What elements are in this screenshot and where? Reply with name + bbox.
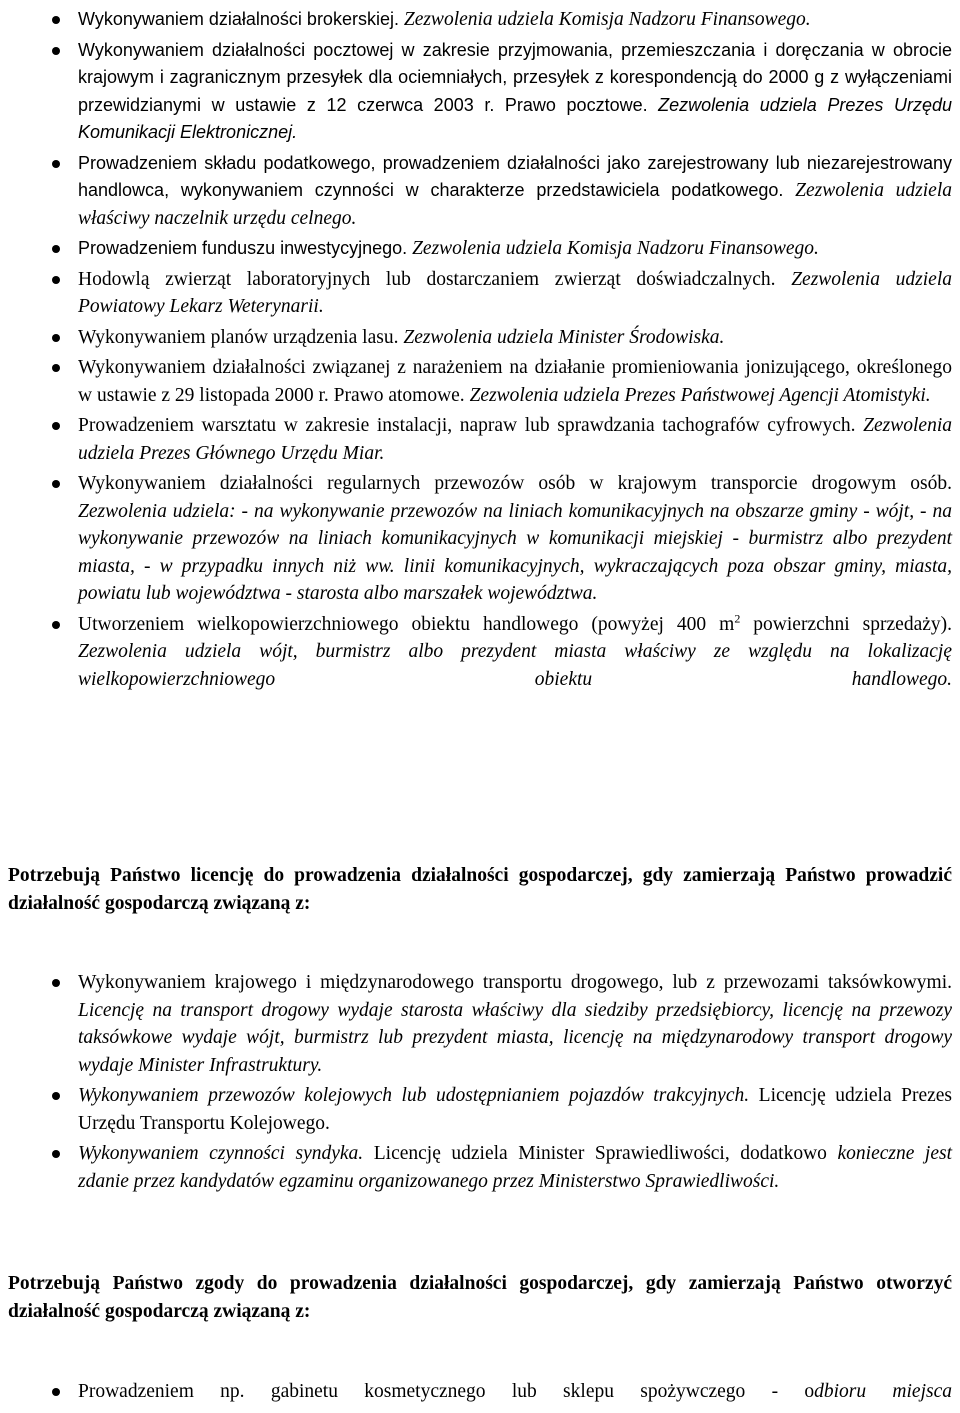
authority-text: Zezwolenia udziela Prezes Głównego Urzędu Miar. [78,415,952,464]
activity-text: Wykonywaniem przewozów kolejowych lub udostępnianiem pojazdów trakcyjnych. [78,1085,750,1106]
authority-text: Zezwolenia udziela Komisja Nadzoru Finansowego. [403,9,811,30]
list-item [0,324,960,352]
activity-text: Wykonywaniem krajowego i międzynarodowego transportu drogowego, lub z przewozami taksówkowymi. [78,972,952,993]
bullet-icon [52,160,60,168]
bullet-icon [52,16,60,24]
license-list [0,969,960,1198]
activity-text: Wykonywaniem planów urządzenia lasu. [78,326,399,348]
list-item [0,470,960,608]
list-item [0,611,960,694]
authority-text: Zezwolenia udziela Powiatowy Lekarz Weterynarii. [78,268,952,317]
list-item [0,1378,960,1406]
activity-text: Wykonywaniem działalności regularnych przewozów osób w krajowym transporcie drogowym osób. [78,473,952,494]
list-item [0,235,960,263]
list-item [0,354,960,409]
activity-text: Prowadzeniem składu podatkowego, prowadzeniem działalności jako zarejestrowany lub niezarejestrowany handlowca, wykonywaniem czynności w charakterze przedstawiciela podatkowego. [78,152,952,200]
activity-text: Wykonywaniem działalności związanej z narażeniem na działanie promieniowania jonizującego, określonego w ustawie z 29 listopada 2000 r. Prawo atomowe. [78,357,952,406]
bullet-icon [52,422,60,430]
authority-text: Licencję udziela Prezes Urzędu Transportu Kolejowego. [78,1085,953,1134]
authority-text: Zezwolenia udziela Prezes Urzędu Komunikacji Elektronicznej. [78,94,953,142]
bullet-icon [52,480,60,488]
bullet-icon [52,1388,60,1396]
bullet-icon [52,245,60,253]
bullet-icon [52,47,60,55]
list-item [0,969,960,1079]
permit-heading: Potrzebują Państwo zgody do prowadzenia działalności gospodarczej, gdy zamierzają Państwo otworzyć działalność gospodarczą związaną z: [8,1273,952,1322]
activity-text: Prowadzeniem np. gabinetu kosmetycznego lub sklepu spożywczego - o [78,1381,815,1402]
authority-text: Zezwolenia udziela Prezes Państwowej Agencji Atomistyki. [469,384,931,406]
activity-text: Prowadzeniem funduszu inwestycyjnego. [78,238,408,258]
activity-text: Wykonywaniem działalności pocztowej w zakresie przyjmowania, przemieszczania i doręczania w obrocie krajowym i zagranicznym przesyłek dla ociemniałych, przesyłek z korespondencją do 2000 g z wyłączeniami przewidzianymi w ustawie z 12 czerwca 2003 r. Prawo pocztowe. [78,39,952,115]
activity-text: Wykonywaniem czynności syndyka. [78,1143,364,1164]
list-item [0,6,960,34]
authority-text: Zezwolenia udziela właściwy naczelnik urzędu celnego. [78,180,952,229]
bullet-icon [52,364,60,372]
superscript-text: 2 [734,611,741,625]
consent-list [0,1378,960,1409]
bullet-icon [52,276,60,284]
authority-text: Licencję udziela Minister Sprawiedliwości, dodatkowo [373,1143,827,1164]
bullet-icon [52,1150,60,1158]
authority-text: Zezwolenia udziela Minister Środowiska. [403,326,725,348]
activity-text: Utworzeniem wielkopowierzchniowego obiektu handlowego (powyżej 400 m [78,613,735,635]
authority-text-continued: konieczne jest zdanie przez kandydatów egzaminu organizowanego przez Ministerstwo Sprawiedliwości. [78,1143,953,1192]
activity-text: Hodowlą zwierząt laboratoryjnych lub dostarczaniem zwierząt doświadczalnych. [78,268,776,290]
list-item [0,1140,960,1195]
authority-text: dbioru miejsca [814,1381,952,1402]
activity-text: Prowadzeniem warsztatu w zakresie instalacji, napraw lub sprawdzania tachografów cyfrowych. [78,415,856,436]
permit-list [0,6,960,696]
list-item [0,150,960,233]
bullet-icon [52,979,60,987]
activity-text: Wykonywaniem działalności brokerskiej. [78,9,399,29]
authority-text: Zezwolenia udziela: - na wykonywanie przewozów na liniach komunikacyjnych na obszarze gminy - wójt, - na wykonywanie przewozów na liniach komunikacyjnych w komunikacji miejskiej - burmistrz albo prezydent miasta, - w przypadku innych niż ww. linii komunikacyjnych, wykraczających poza obszar gminy, miasta, powiatu lub województwa - starosta albo marszałek województwa. [78,500,952,604]
list-item [0,412,960,467]
authority-text: Zezwolenia udziela wójt, burmistrz albo prezydent miasta właściwy ze względu na lokalizację wielkopowierzchniowego obiektu handlowego. [78,641,952,690]
list-item [0,266,960,321]
license-heading: Potrzebują Państwo licencję do prowadzenia działalności gospodarczej, gdy zamierzają Państwo prowadzić działalność gospodarczą związaną z: [8,865,952,914]
activity-text-continued: powierzchni sprzedaży). [740,613,952,635]
bullet-icon [52,1092,60,1100]
list-item [0,1082,960,1137]
bullet-icon [52,621,60,629]
authority-text: Licencję na transport drogowy wydaje starosta właściwy dla siedziby przedsiębiorcy, licencję na przewozy taksówkowe wydaje wójt, burmistrz lub prezydent miasta, licencję na międzynarodowy transport drogowy wydaje Minister Infrastruktury. [78,999,952,1076]
authority-text: Zezwolenia udziela Komisja Nadzoru Finansowego. [412,238,819,259]
list-item [0,37,960,147]
bullet-icon [52,334,60,342]
